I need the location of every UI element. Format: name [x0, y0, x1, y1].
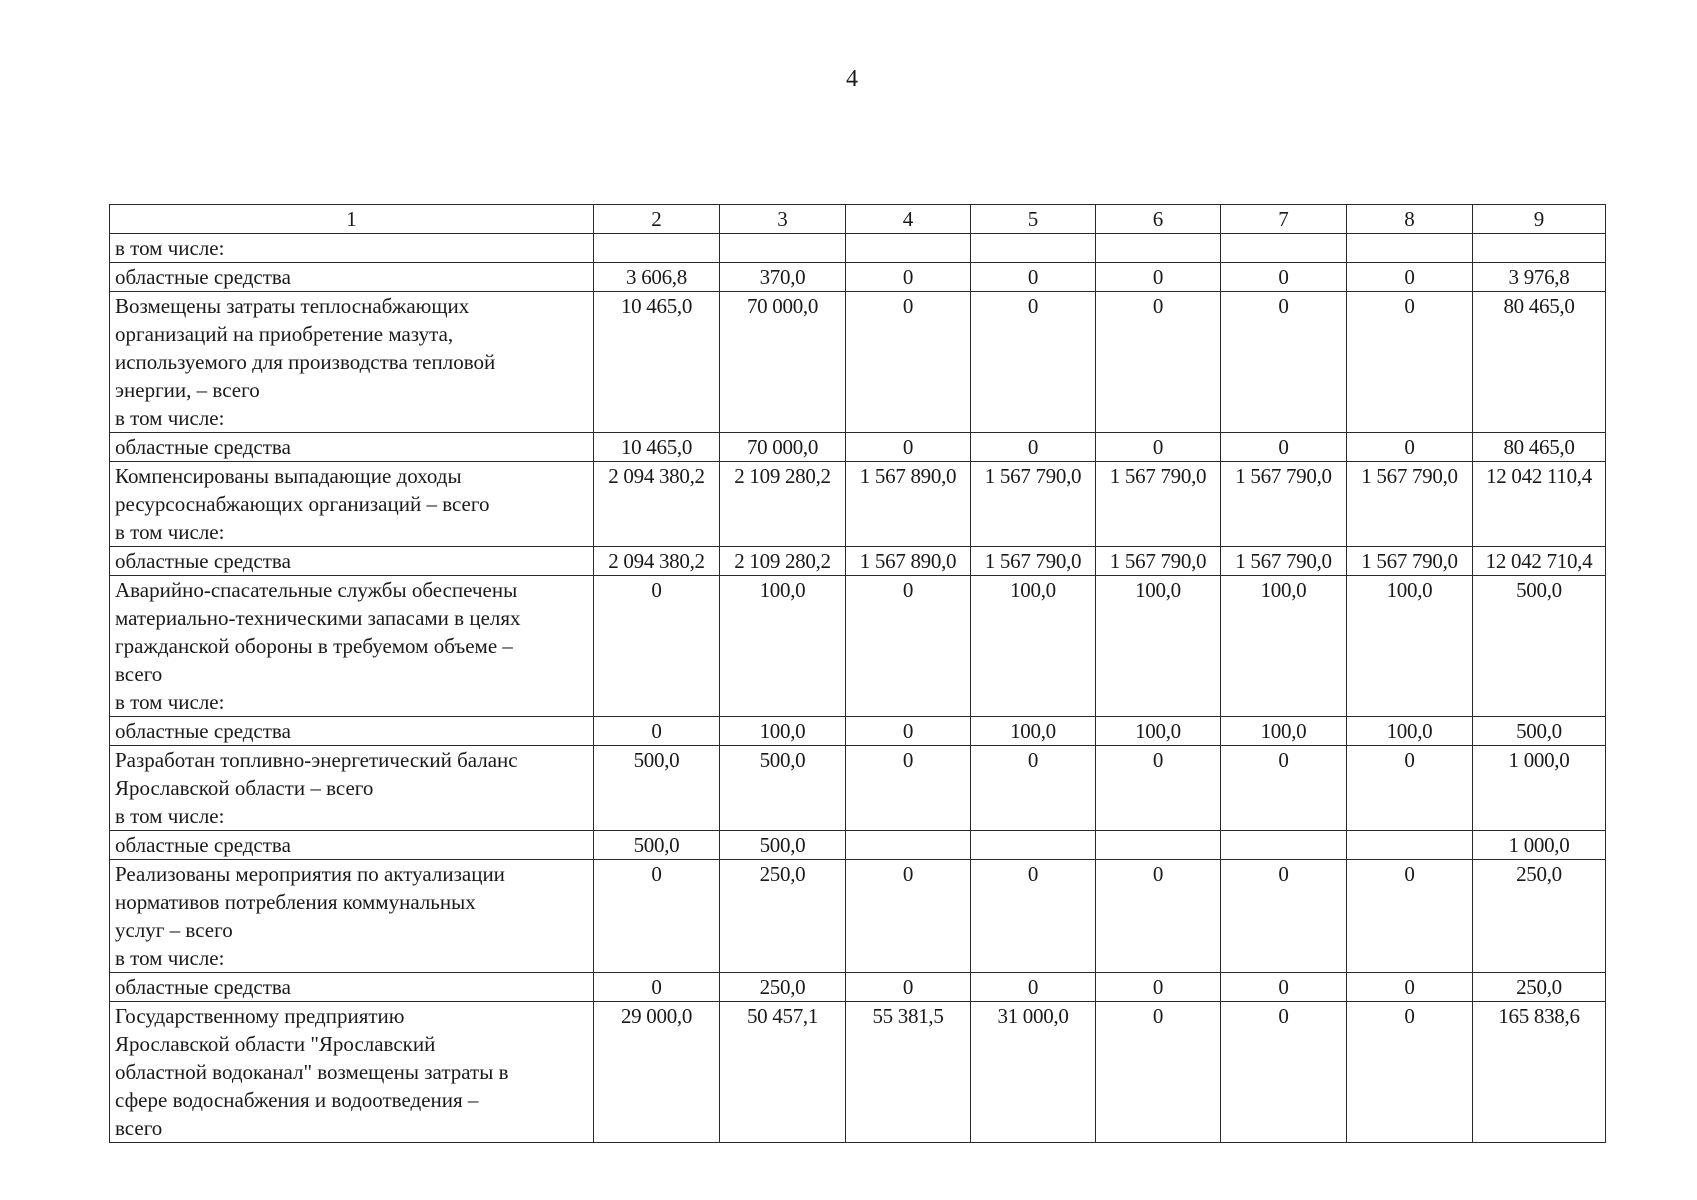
value-cell: 0 — [1221, 746, 1347, 831]
table-row — [110, 576, 1606, 717]
value-cell: 100,0 — [1347, 576, 1473, 717]
value-cell — [1347, 831, 1473, 860]
value-cell: 0 — [1221, 433, 1347, 462]
value-cell: 500,0 — [594, 831, 720, 860]
row-label-line: областные средства — [115, 265, 291, 289]
table-row — [110, 860, 1606, 973]
value-cell: 2 094 380,2 — [594, 547, 720, 576]
value-cell — [1473, 234, 1606, 263]
row-label-line: областной водоканал" возмещены затраты в — [115, 1060, 509, 1084]
page-number: 4 — [846, 66, 858, 92]
row-label-line: всего — [115, 1116, 163, 1140]
column-header: 2 — [594, 205, 720, 234]
value-cell: 100,0 — [1347, 717, 1473, 746]
value-cell: 370,0 — [720, 263, 846, 292]
column-header: 5 — [971, 205, 1096, 234]
row-label-line: используемого для производства тепловой — [115, 350, 496, 374]
budget-table — [109, 204, 1606, 1143]
value-cell: 1 000,0 — [1473, 746, 1606, 831]
value-cell: 0 — [594, 860, 720, 973]
value-cell: 0 — [1096, 860, 1221, 973]
value-cell: 10 465,0 — [594, 292, 720, 433]
value-cell: 1 567 790,0 — [971, 547, 1096, 576]
row-label-line: Государственному предприятию — [115, 1004, 405, 1028]
row-label-line: Реализованы мероприятия по актуализации — [115, 862, 505, 886]
row-label-line: областные средства — [115, 549, 291, 573]
value-cell: 1 567 790,0 — [1221, 547, 1347, 576]
value-cell: 0 — [1347, 973, 1473, 1002]
value-cell: 100,0 — [1221, 717, 1347, 746]
value-cell: 1 567 790,0 — [1347, 462, 1473, 547]
row-label-line: услуг – всего — [115, 918, 233, 942]
value-cell: 2 109 280,2 — [720, 547, 846, 576]
value-cell: 0 — [1347, 292, 1473, 433]
value-cell: 100,0 — [720, 717, 846, 746]
value-cell — [720, 234, 846, 263]
table-row — [110, 547, 1606, 576]
value-cell: 0 — [971, 973, 1096, 1002]
value-cell: 0 — [971, 433, 1096, 462]
value-cell: 100,0 — [971, 576, 1096, 717]
row-label-line: гражданской обороны в требуемом объеме – — [115, 634, 513, 658]
value-cell: 80 465,0 — [1473, 433, 1606, 462]
table-row — [110, 234, 1606, 263]
table-row — [110, 1002, 1606, 1143]
row-label-line: нормативов потребления коммунальных — [115, 890, 476, 914]
value-cell: 0 — [594, 717, 720, 746]
row-label-line: Аварийно-спасательные службы обеспечены — [115, 578, 518, 602]
row-label — [110, 973, 594, 1002]
row-label-line: Ярославской области "Ярославский — [115, 1032, 436, 1056]
value-cell: 1 567 790,0 — [1221, 462, 1347, 547]
table-row — [110, 462, 1606, 547]
column-header: 3 — [720, 205, 846, 234]
value-cell: 0 — [1347, 433, 1473, 462]
value-cell: 0 — [1096, 433, 1221, 462]
value-cell: 1 567 790,0 — [971, 462, 1096, 547]
value-cell: 70 000,0 — [720, 292, 846, 433]
row-label-line: ресурсоснабжающих организаций – всего — [115, 492, 490, 516]
value-cell: 165 838,6 — [1473, 1002, 1606, 1143]
row-label-line: в том числе: — [115, 236, 225, 260]
value-cell: 0 — [971, 263, 1096, 292]
value-cell: 0 — [594, 576, 720, 717]
row-label-line: энергии, – всего — [115, 378, 260, 402]
row-label — [110, 831, 594, 860]
value-cell — [594, 234, 720, 263]
value-cell: 29 000,0 — [594, 1002, 720, 1143]
value-cell — [1096, 831, 1221, 860]
value-cell — [1096, 234, 1221, 263]
value-cell: 250,0 — [720, 860, 846, 973]
value-cell: 0 — [1347, 1002, 1473, 1143]
row-label-line: Компенсированы выпадающие доходы — [115, 464, 462, 488]
value-cell: 0 — [1347, 860, 1473, 973]
value-cell: 0 — [1096, 746, 1221, 831]
value-cell: 0 — [1096, 263, 1221, 292]
value-cell: 250,0 — [1473, 860, 1606, 973]
row-label-line: областные средства — [115, 975, 291, 999]
value-cell: 3 606,8 — [594, 263, 720, 292]
row-label-line: областные средства — [115, 833, 291, 857]
row-label-line: в том числе: — [115, 804, 225, 828]
value-cell — [971, 234, 1096, 263]
value-cell: 250,0 — [1473, 973, 1606, 1002]
value-cell: 0 — [846, 292, 971, 433]
row-label — [110, 547, 594, 576]
row-label — [110, 576, 594, 717]
table-row — [110, 831, 1606, 860]
column-header: 6 — [1096, 205, 1221, 234]
value-cell: 1 567 790,0 — [1096, 547, 1221, 576]
value-cell: 3 976,8 — [1473, 263, 1606, 292]
value-cell: 0 — [846, 576, 971, 717]
row-label-line: областные средства — [115, 435, 291, 459]
value-cell: 500,0 — [594, 746, 720, 831]
value-cell — [1221, 234, 1347, 263]
row-label-line: Возмещены затраты теплоснабжающих — [115, 294, 470, 318]
value-cell — [846, 831, 971, 860]
value-cell: 0 — [1096, 973, 1221, 1002]
row-label-line: всего — [115, 662, 163, 686]
value-cell: 0 — [1096, 1002, 1221, 1143]
value-cell: 31 000,0 — [971, 1002, 1096, 1143]
value-cell: 100,0 — [971, 717, 1096, 746]
row-label — [110, 746, 594, 831]
value-cell: 2 094 380,2 — [594, 462, 720, 547]
value-cell: 0 — [1221, 292, 1347, 433]
value-cell: 500,0 — [1473, 717, 1606, 746]
value-cell: 50 457,1 — [720, 1002, 846, 1143]
value-cell: 1 567 890,0 — [846, 462, 971, 547]
value-cell: 0 — [1221, 263, 1347, 292]
value-cell: 0 — [971, 860, 1096, 973]
row-label-line: организаций на приобретение мазута, — [115, 322, 454, 346]
value-cell: 100,0 — [1221, 576, 1347, 717]
column-header: 8 — [1347, 205, 1473, 234]
table-row — [110, 263, 1606, 292]
value-cell: 250,0 — [720, 973, 846, 1002]
value-cell: 0 — [594, 973, 720, 1002]
value-cell: 100,0 — [720, 576, 846, 717]
value-cell: 0 — [1347, 263, 1473, 292]
row-label-line: в том числе: — [115, 690, 225, 714]
row-label — [110, 263, 594, 292]
table-row — [110, 433, 1606, 462]
value-cell — [971, 831, 1096, 860]
value-cell: 0 — [1096, 292, 1221, 433]
value-cell: 0 — [1347, 746, 1473, 831]
value-cell: 55 381,5 — [846, 1002, 971, 1143]
column-header: 4 — [846, 205, 971, 234]
row-label — [110, 292, 594, 433]
value-cell: 0 — [1221, 973, 1347, 1002]
value-cell: 0 — [1221, 1002, 1347, 1143]
value-cell: 10 465,0 — [594, 433, 720, 462]
value-cell — [846, 234, 971, 263]
value-cell: 0 — [846, 433, 971, 462]
row-label — [110, 462, 594, 547]
value-cell: 0 — [1221, 860, 1347, 973]
row-label-line: Разработан топливно-энергетический баланс — [115, 748, 518, 772]
column-header: 1 — [110, 205, 594, 234]
table-row — [110, 746, 1606, 831]
row-label — [110, 433, 594, 462]
value-cell: 1 000,0 — [1473, 831, 1606, 860]
value-cell: 0 — [846, 717, 971, 746]
value-cell: 1 567 790,0 — [1347, 547, 1473, 576]
value-cell: 80 465,0 — [1473, 292, 1606, 433]
table-body — [110, 205, 1606, 1143]
value-cell: 500,0 — [720, 831, 846, 860]
value-cell: 1 567 790,0 — [1096, 462, 1221, 547]
row-label — [110, 234, 594, 263]
row-label — [110, 860, 594, 973]
table-row — [110, 292, 1606, 433]
row-label-line: Ярославской области – всего — [115, 776, 374, 800]
value-cell: 12 042 710,4 — [1473, 547, 1606, 576]
value-cell: 0 — [846, 860, 971, 973]
row-label — [110, 717, 594, 746]
value-cell: 12 042 110,4 — [1473, 462, 1606, 547]
value-cell: 2 109 280,2 — [720, 462, 846, 547]
budget-table-container — [109, 204, 1606, 1143]
value-cell: 0 — [971, 292, 1096, 433]
column-header: 9 — [1473, 205, 1606, 234]
value-cell: 100,0 — [1096, 717, 1221, 746]
column-header-row — [110, 205, 1606, 234]
row-label-line: в том числе: — [115, 520, 225, 544]
table-row — [110, 717, 1606, 746]
value-cell: 100,0 — [1096, 576, 1221, 717]
table-row — [110, 973, 1606, 1002]
value-cell: 0 — [971, 746, 1096, 831]
column-header: 7 — [1221, 205, 1347, 234]
value-cell: 0 — [846, 746, 971, 831]
row-label-line: в том числе: — [115, 406, 225, 430]
value-cell: 500,0 — [720, 746, 846, 831]
value-cell: 0 — [846, 973, 971, 1002]
value-cell: 500,0 — [1473, 576, 1606, 717]
row-label-line: сфере водоснабжения и водоотведения – — [115, 1088, 479, 1112]
row-label — [110, 1002, 594, 1143]
row-label-line: материально-техническими запасами в целях — [115, 606, 521, 630]
row-label-line: областные средства — [115, 719, 291, 743]
row-label-line: в том числе: — [115, 946, 225, 970]
value-cell: 70 000,0 — [720, 433, 846, 462]
value-cell: 1 567 890,0 — [846, 547, 971, 576]
value-cell — [1347, 234, 1473, 263]
value-cell: 0 — [846, 263, 971, 292]
value-cell — [1221, 831, 1347, 860]
